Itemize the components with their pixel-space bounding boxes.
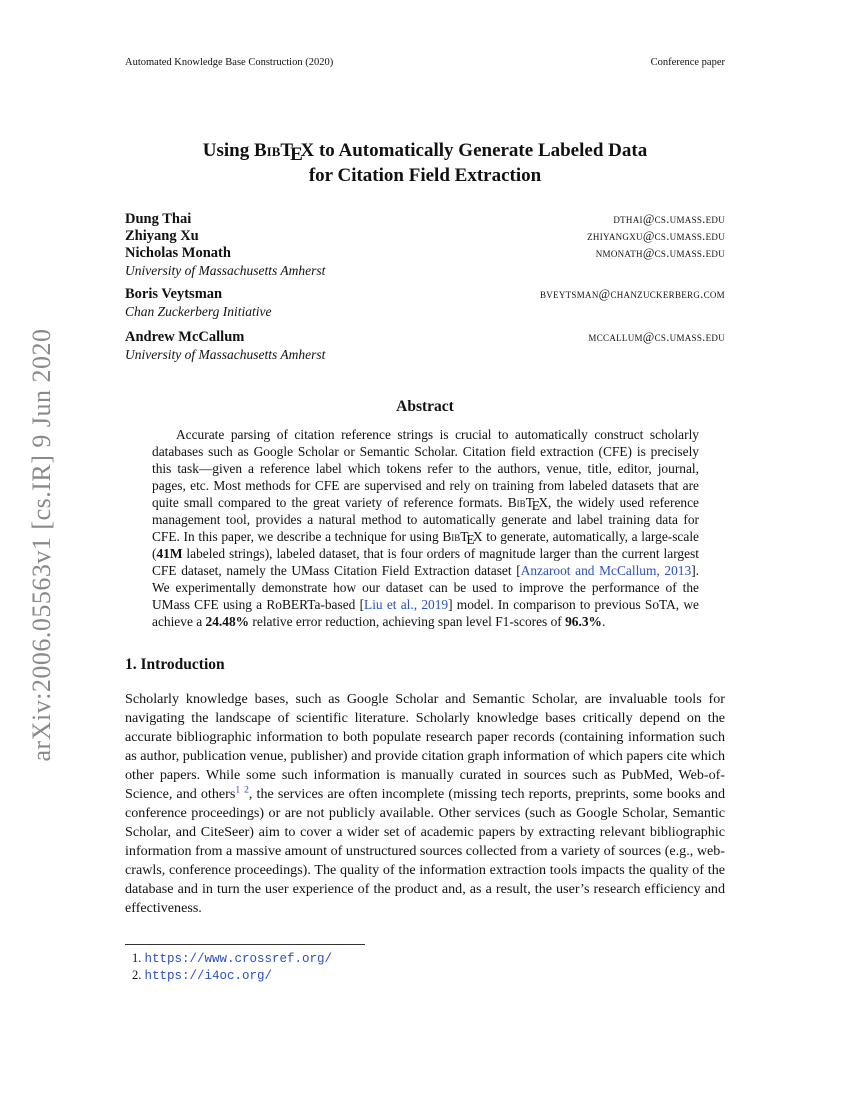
author-group-1 — [125, 211, 725, 279]
footnotes — [132, 950, 332, 984]
section-heading-introduction: 1. Introduction — [125, 656, 225, 673]
introduction-paragraph: Scholarly knowledge bases, such as Google Scholar and Semantic Scholar, are invaluable tools for navigating the landscape of scientific literature. Scholarly knowledge bases critically depend on the accurate bibliographic information to both populate research paper records (containing information such as author, publication venue, publisher) and provide citation graph information of which papers cite which other papers. While some such information is manually curated in sources such as PubMed, Web-of-Science, and others$^1$ $^2$, the services are often incomplete (missing tech reports, preprints, some books and conference proceedings) or are not publicly available. Other services (such as Google Scholar, Semantic Scholar, and CiteSeer) aim to cover a wider set of academic papers by extracting relevant bibliographic information from a massive amount of unstructured sources collected from a variety of sources (e.g., web-crawls, conference proceedings). The quality of the information extraction tools impacts the quality of the database and in turn the user experience of the product and, as a result, the user’s research efficiency and effectiveness. — [125, 691, 725, 916]
running-header-type: Conference paper — [650, 57, 725, 68]
arxiv-stamp: arXiv:2006.05563v1 [cs.IR] 9 Jun 2020 — [27, 328, 56, 762]
footnote-link[interactable]: https://i4oc.org/ — [144, 969, 273, 983]
footnote-marker[interactable]: 2 — [244, 785, 249, 796]
abstract-body: Accurate parsing of citation reference strings is crucial to automatically construct scholarly databases such as Google Scholar or Semantic Scholar. Citation field extraction (CFE) is precisely this task—given a reference label which tokens refer to the authors, venue, title, editor, journal, pages, etc. Most methods for CFE are supervised and rely on training from labeled datasets that are quite small compared to the great variety of reference formats. BibTEX, the widely used reference management tool, provides a natural method to automatically generate and label training data for CFE. In this paper, we describe a technique for using BibTEX to generate, automatically, a large-scale (41M labeled strings), labeled dataset, that is four orders of magnitude larger than the current largest CFE dataset, namely the UMass Citation Field Extraction dataset [Anzaroot and McCallum, 2013]. We experimentally demonstrate how our dataset can be used to improve the performance of the UMass CFE using a RoBERTa-based [Liu et al., 2019] model. In comparison to previous SoTA, we achieve a 24.48% relative error reduction, achieving span level F1-scores of 96.3%. — [152, 427, 699, 629]
author-group-2 — [125, 286, 725, 320]
author-affiliation: University of Massachusetts Amherst — [125, 347, 326, 362]
paper-title — [0, 138, 850, 188]
author-email[interactable]: nmonath@cs.umass.edu — [595, 246, 725, 260]
footnote-link[interactable]: https://www.crossref.org/ — [144, 952, 333, 966]
citation-link[interactable]: Liu et al., 2019 — [364, 597, 449, 612]
author-name: Zhiyang Xu — [125, 228, 199, 244]
author-name: Dung Thai — [125, 211, 192, 227]
author-name: Boris Veytsman — [125, 286, 223, 302]
footnote-divider — [125, 944, 365, 945]
author-name: Andrew McCallum — [125, 329, 245, 345]
abstract-heading: Abstract — [396, 398, 454, 415]
author-email[interactable]: mccallum@cs.umass.edu — [588, 330, 725, 344]
author-email[interactable]: dthai@cs.umass.edu — [613, 212, 725, 226]
author-email[interactable]: zhiyangxu@cs.umass.edu — [587, 229, 725, 243]
author-name: Nicholas Monath — [125, 245, 231, 261]
title-line-2: for Citation Field Extraction — [308, 165, 542, 186]
title-line-1: Using BibTEX to Automatically Generate Labeled Data — [202, 140, 648, 166]
running-header-venue: Automated Knowledge Base Construction (2020) — [125, 57, 334, 68]
author-group-3 — [125, 329, 725, 363]
author-affiliation: University of Massachusetts Amherst — [125, 263, 326, 278]
citation-link[interactable]: Anzaroot and McCallum, 2013 — [520, 563, 692, 578]
footnote-item: 2. https://i4oc.org/ — [132, 968, 273, 983]
author-affiliation: Chan Zuckerberg Initiative — [125, 304, 272, 319]
author-email[interactable]: bveytsman@chanzuckerberg.com — [539, 287, 725, 301]
footnote-item: 1. https://www.crossref.org/ — [132, 951, 333, 966]
footnote-marker[interactable]: 1 — [235, 785, 241, 796]
